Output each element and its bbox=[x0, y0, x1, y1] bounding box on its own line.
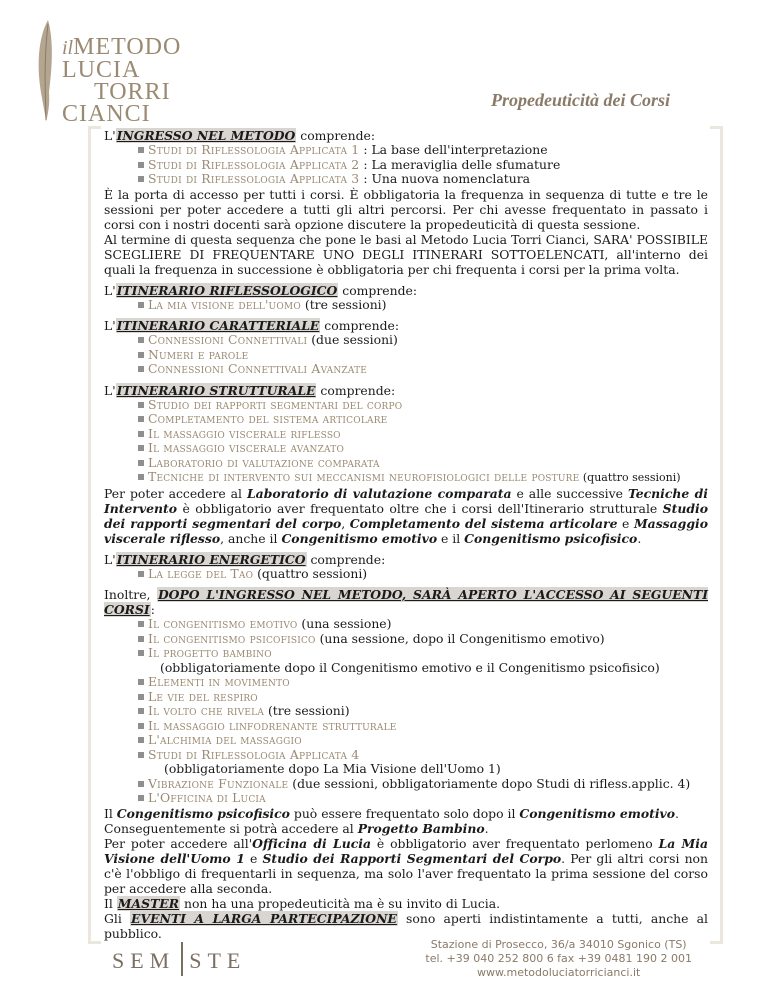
text-span: non ha una propedeuticità ma è su invito di Lucia. bbox=[180, 895, 501, 911]
section-riflessologico bbox=[104, 283, 708, 313]
heading-prefix: L' bbox=[104, 128, 116, 143]
list-item bbox=[138, 617, 708, 632]
bold-italic-text: Officina di Lucia bbox=[252, 835, 372, 851]
course-name: Il massaggio viscerale riflesso bbox=[148, 425, 341, 441]
list-item bbox=[138, 719, 708, 734]
list-item bbox=[138, 348, 708, 363]
bold-italic-text: Laboratorio di valutazione comparata bbox=[246, 485, 512, 501]
phone-fax-line: tel. +39 040 252 800 6 fax +39 0481 190 2 001 bbox=[425, 952, 692, 965]
list-item bbox=[138, 441, 708, 456]
heading-prefix: L' bbox=[104, 382, 116, 398]
course-name: Studi di Riflessologia Applicata 2 bbox=[148, 156, 360, 172]
list-item bbox=[138, 362, 708, 377]
website-link[interactable]: www.metodoluciatorricianci.it bbox=[477, 966, 641, 979]
list-item bbox=[138, 748, 708, 777]
course-name: Il massaggio linfodrenante strutturale bbox=[148, 717, 397, 733]
course-name: Laboratorio di valutazione comparata bbox=[148, 454, 380, 470]
course-note: (tre sessioni) bbox=[300, 296, 387, 312]
heading-highlight: INGRESSO NEL METODO bbox=[116, 128, 296, 143]
list-item bbox=[138, 398, 708, 413]
list-item bbox=[138, 690, 708, 705]
bullet-square-icon bbox=[138, 708, 144, 714]
footer-address bbox=[425, 938, 692, 980]
bullet-square-icon bbox=[138, 366, 144, 372]
course-note: (quattro sessioni) bbox=[579, 471, 681, 484]
bullet-square-icon bbox=[138, 737, 144, 743]
course-name: Studio dei rapporti segmentari del corpo bbox=[148, 396, 403, 412]
paragraph-eventi bbox=[104, 911, 708, 941]
course-name: Il congenitismo psicofisico bbox=[148, 630, 316, 646]
text-span: Per poter accedere al bbox=[104, 485, 247, 501]
logo-lucia: LUCIA bbox=[62, 57, 141, 83]
section-energetico bbox=[104, 552, 708, 582]
list-item bbox=[138, 704, 708, 719]
heading-suffix: comprende: bbox=[320, 318, 400, 333]
bullet-square-icon bbox=[138, 571, 144, 577]
bullet-square-icon bbox=[138, 621, 144, 627]
list-item bbox=[138, 470, 708, 486]
section-inoltre bbox=[104, 587, 708, 806]
list-item bbox=[138, 632, 708, 647]
course-name: Completamento del sistema articolare bbox=[148, 411, 388, 426]
heading-prefix: L' bbox=[104, 282, 116, 298]
course-name: Studi di Riflessologia Applicata 4 bbox=[148, 746, 360, 762]
text-span: . bbox=[675, 805, 679, 821]
course-name: Il volto che rivela bbox=[148, 703, 265, 718]
list-item bbox=[138, 456, 708, 471]
text-span: e bbox=[244, 850, 263, 866]
bullet-square-icon bbox=[138, 337, 144, 343]
course-note: (quattro sessioni) bbox=[253, 565, 368, 581]
semiste-logo bbox=[112, 942, 246, 976]
text-span: Il bbox=[104, 805, 117, 821]
left-bracket-decoration bbox=[88, 126, 101, 944]
bold-italic-text: Completamento del sistema articolare bbox=[349, 515, 618, 531]
course-name: Elementi in movimento bbox=[148, 674, 290, 689]
bullet-square-icon bbox=[138, 781, 144, 787]
heading-suffix: comprende: bbox=[306, 551, 386, 567]
text-span: è obbligatorio aver frequentato perlomeno bbox=[371, 835, 659, 851]
course-note: : La base dell'interpretazione bbox=[359, 142, 548, 157]
paragraph: Al termine di questa sequenza che pone le basi al Metodo Lucia Torri Cianci, SARA' POSSIBILE SCEGLIERE DI FREQUENTARE UNO DEGLI ITINERARI SOTTOELENCATI, all'interno dei quali la frequenza in successione è obbligatoria per chi frequenta i corsi per la prima volta. bbox=[104, 231, 708, 277]
bullet-square-icon bbox=[138, 752, 144, 758]
logo-torri: TORRI bbox=[94, 79, 171, 105]
course-list bbox=[104, 143, 708, 187]
course-name: Studi di Riflessologia Applicata 1 bbox=[148, 142, 360, 157]
heading-suffix: : bbox=[150, 602, 155, 617]
bold-italic-text: Massaggio viscerale riflesso bbox=[104, 515, 708, 546]
course-note: (una sessione) bbox=[297, 616, 392, 631]
text-span: Per poter accedere all' bbox=[104, 835, 253, 851]
paragraph bbox=[104, 486, 708, 546]
list-item bbox=[138, 298, 708, 313]
section-ingresso bbox=[104, 128, 708, 277]
logo-right-text: STE bbox=[189, 948, 247, 973]
list-item bbox=[138, 412, 708, 427]
bold-italic-text: La Mia Visione dell'Uomo 1 bbox=[104, 835, 708, 866]
heading-prefix: Inoltre, bbox=[104, 587, 157, 602]
bold-italic-text: Congenitismo psicofisico bbox=[464, 530, 638, 546]
course-list bbox=[104, 567, 708, 582]
bullet-square-icon bbox=[138, 176, 144, 182]
text-span: , anche il bbox=[220, 530, 282, 546]
bold-italic-text: Tecniche di Intervento bbox=[104, 485, 709, 516]
section-heading bbox=[104, 128, 708, 143]
heading-highlight: ITINERARIO CARATTERIALE bbox=[116, 318, 320, 333]
text-span: e alle successive bbox=[511, 485, 628, 501]
right-bracket-decoration bbox=[710, 126, 723, 944]
list-item bbox=[138, 158, 708, 173]
course-list bbox=[104, 617, 708, 806]
brand-logo bbox=[26, 14, 226, 127]
text-span: è obbligatorio aver frequentato oltre che i corsi dell'Itinerario strutturale bbox=[177, 500, 663, 516]
course-note: : Una nuova nomenclatura bbox=[359, 171, 530, 186]
heading-highlight: MASTER bbox=[117, 895, 180, 911]
course-list bbox=[104, 398, 708, 486]
text-span: Gli bbox=[104, 910, 131, 926]
bold-italic-text: Congenitismo emotivo bbox=[281, 530, 438, 546]
text-span: può essere frequentato solo dopo il bbox=[289, 805, 520, 821]
heading-highlight: DOPO L'INGRESSO NEL METODO, SARÀ APERTO L'ACCESSO AI SEGUENTI CORSI bbox=[104, 587, 708, 617]
paragraph bbox=[104, 836, 708, 896]
bullet-square-icon bbox=[138, 352, 144, 358]
logo-cianci: CIANCI bbox=[62, 101, 151, 127]
section-heading bbox=[104, 283, 708, 298]
list-item bbox=[138, 172, 708, 187]
bullet-square-icon bbox=[138, 416, 144, 422]
bullet-square-icon bbox=[138, 431, 144, 437]
course-name: Connessioni Connettivali bbox=[148, 332, 308, 347]
section-caratteriale bbox=[104, 318, 708, 377]
section-heading bbox=[104, 587, 708, 617]
course-name: Il congenitismo emotivo bbox=[148, 616, 298, 631]
course-name: Le vie del respiro bbox=[148, 688, 258, 704]
bullet-square-icon bbox=[138, 474, 144, 480]
bold-italic-text: Studio dei Rapporti Segmentari del Corpo bbox=[262, 850, 562, 866]
logo-left-text: SEM bbox=[112, 948, 176, 973]
paragraph-master bbox=[104, 896, 708, 911]
bullet-square-icon bbox=[138, 460, 144, 466]
list-item bbox=[138, 791, 708, 806]
text-span: . bbox=[637, 530, 642, 546]
course-subnote: (obbligatoriamente dopo il Congenitismo emotivo e il Congenitismo psicofisico) bbox=[160, 659, 660, 675]
course-name: Connessioni Connettivali Avanzate bbox=[148, 361, 368, 376]
bullet-square-icon bbox=[138, 147, 144, 153]
course-name: L'alchimia del massaggio bbox=[148, 732, 302, 747]
bullet-square-icon bbox=[138, 723, 144, 729]
paragraph: È la porta di accesso per tutti i corsi. È obbligatoria la frequenza in sequenza di tutte e tre le sessioni per poter accedere a tutti gli altri percorsi. Per chi avesse frequentato in passato i corsi con i nostri docenti sarà opzione discutere la propedeuticità di questa sessione. bbox=[104, 186, 708, 232]
course-name: La legge del Tao bbox=[148, 565, 254, 581]
section-heading bbox=[104, 318, 708, 333]
list-item bbox=[138, 777, 708, 792]
heading-prefix: L' bbox=[104, 318, 116, 333]
bullet-square-icon bbox=[138, 679, 144, 685]
heading-suffix: comprende: bbox=[316, 382, 396, 398]
course-name: Tecniche di intervento sui meccanismi neurofisiologici delle posture bbox=[148, 469, 580, 484]
logo-wordmark bbox=[62, 36, 181, 125]
course-note: (tre sessioni) bbox=[264, 703, 350, 718]
bullet-square-icon bbox=[138, 162, 144, 168]
paragraph bbox=[104, 806, 708, 821]
bold-italic-text: Congenitismo psicofisico bbox=[116, 805, 290, 821]
list-item bbox=[138, 427, 708, 442]
feather-icon bbox=[34, 18, 58, 122]
list-item bbox=[138, 646, 708, 675]
bold-italic-text: Congenitismo emotivo bbox=[519, 805, 676, 821]
text-span: sono aperti indistintamente a tutti, anche al pubblico. bbox=[104, 910, 708, 941]
logo-divider bbox=[181, 942, 183, 976]
text-span: . bbox=[484, 820, 489, 836]
bullet-square-icon bbox=[138, 302, 144, 308]
list-item bbox=[138, 567, 708, 582]
list-item bbox=[138, 143, 708, 158]
heading-highlight: ITINERARIO ENERGETICO bbox=[116, 551, 306, 567]
course-note: (due sessioni, obbligatoriamente dopo Studi di rifless.applic. 4) bbox=[288, 775, 691, 791]
bullet-square-icon bbox=[138, 636, 144, 642]
course-list bbox=[104, 333, 708, 377]
course-note: : La meraviglia delle sfumature bbox=[359, 156, 561, 172]
text-span: e il bbox=[437, 530, 465, 546]
text-span: Il bbox=[104, 895, 117, 911]
list-item bbox=[138, 333, 708, 348]
bullet-square-icon bbox=[138, 795, 144, 801]
section-heading bbox=[104, 552, 708, 567]
bullet-square-icon bbox=[138, 402, 144, 408]
bullet-square-icon bbox=[138, 694, 144, 700]
heading-highlight: ITINERARIO RIFLESSOLOGICO bbox=[116, 282, 338, 298]
logo-il: il bbox=[62, 37, 74, 59]
heading-highlight: ITINERARIO STRUTTURALE bbox=[116, 382, 316, 398]
heading-suffix: comprende: bbox=[338, 282, 418, 298]
heading-suffix: comprende: bbox=[296, 128, 376, 143]
text-span: , bbox=[341, 515, 350, 531]
section-heading bbox=[104, 383, 708, 398]
course-list bbox=[104, 298, 708, 313]
course-name: Il progetto bambino bbox=[148, 645, 272, 660]
paragraph bbox=[104, 821, 708, 836]
course-name: La mia visione dell'uomo bbox=[148, 296, 301, 312]
text-span: e bbox=[617, 515, 634, 531]
heading-highlight: EVENTI A LARGA PARTECIPAZIONE bbox=[131, 910, 397, 926]
main-content bbox=[104, 128, 708, 941]
bold-italic-text: Progetto Bambino bbox=[357, 820, 485, 836]
address-line: Stazione di Prosecco, 36/a 34010 Sgonico (TS) bbox=[430, 938, 687, 951]
logo-metodo: METODO bbox=[73, 34, 182, 60]
course-name: Il massaggio viscerale avanzato bbox=[148, 440, 345, 455]
course-name: Studi di Riflessologia Applicata 3 bbox=[148, 171, 360, 186]
course-note: (due sessioni) bbox=[307, 332, 398, 347]
list-item bbox=[138, 675, 708, 690]
list-item bbox=[138, 733, 708, 748]
course-note: (una sessione, dopo il Congenitismo emotivo) bbox=[315, 630, 605, 646]
bold-italic-text: Studio dei rapporti segmentari del corpo bbox=[104, 500, 708, 531]
course-name: L'Officina di Lucia bbox=[148, 790, 266, 805]
page-title: Propedeuticità dei Corsi bbox=[491, 90, 670, 110]
text-span: . Per gli altri corsi non c'è l'obbligo di frequentarli in sequenza, ma solo l'aver frequentato la prima sessione del corso per accedere alla seconda. bbox=[104, 850, 708, 896]
text-span: Conseguentemente si potrà accedere al bbox=[104, 820, 358, 836]
bullet-square-icon bbox=[138, 650, 144, 656]
bullet-square-icon bbox=[138, 445, 144, 451]
course-name: Vibrazione Funzionale bbox=[148, 775, 289, 791]
section-strutturale bbox=[104, 383, 708, 546]
heading-prefix: L' bbox=[104, 551, 116, 567]
section-closing bbox=[104, 806, 708, 941]
course-subnote: (obbligatoriamente dopo La Mia Visione dell'Uomo 1) bbox=[164, 761, 501, 776]
course-name: Numeri e parole bbox=[148, 346, 249, 362]
